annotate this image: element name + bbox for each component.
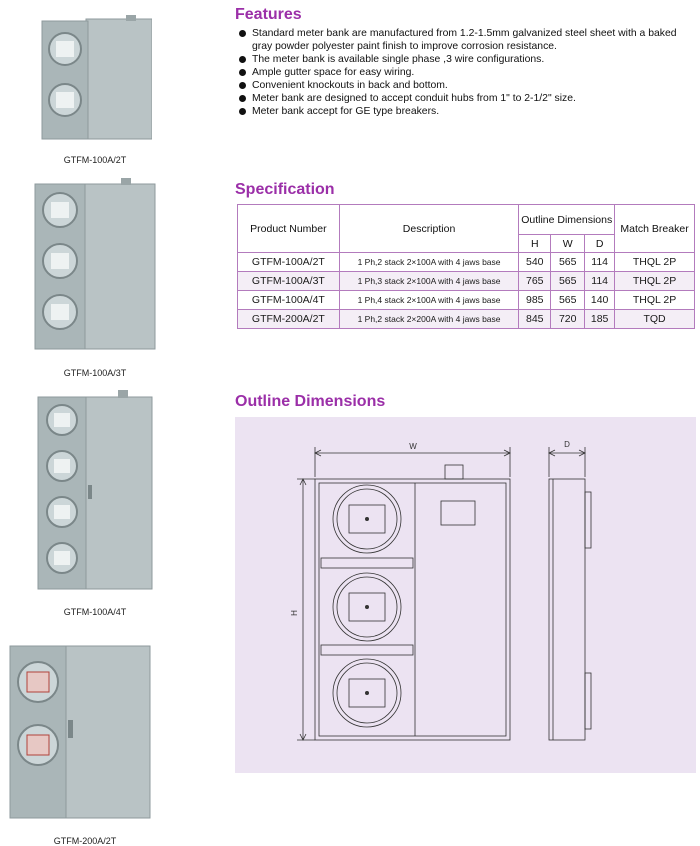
specification-title: Specification	[235, 181, 335, 198]
cell-d: 114	[585, 272, 615, 291]
outline-title: Outline Dimensions	[235, 393, 386, 410]
cell-breaker: THQL 2P	[615, 253, 695, 272]
h-dimension-label: H	[290, 610, 299, 616]
outline-drawing	[235, 417, 696, 773]
product-image-gtfm-100a-2t	[40, 15, 152, 140]
cell-h: 765	[519, 272, 551, 291]
feature-item: Ample gutter space for easy wiring.	[238, 66, 698, 79]
header-d: D	[585, 235, 615, 253]
cell-description: 1 Ph,3 stack 2×100A with 4 jaws base	[339, 272, 519, 291]
cell-product: GTFM-200A/2T	[238, 310, 340, 329]
cell-description: 1 Ph,4 stack 2×100A with 4 jaws base	[339, 291, 519, 310]
cell-h: 540	[519, 253, 551, 272]
cell-d: 185	[585, 310, 615, 329]
table-row	[238, 253, 695, 272]
features-list	[238, 27, 698, 118]
table-row	[238, 310, 695, 329]
header-outline-dimensions: Outline Dimensions	[519, 205, 615, 235]
cell-w: 565	[551, 272, 585, 291]
product-caption: GTFM-100A/3T	[63, 368, 127, 378]
header-w: W	[551, 235, 585, 253]
features-title: Features	[235, 6, 302, 23]
feature-item: Standard meter bank are manufactured from 1.2-1.5mm galvanized steel sheet with a baked gray powder polyester paint finish to improve corrosion resistance.	[238, 27, 698, 53]
feature-item: Convenient knockouts in back and bottom.	[238, 79, 698, 92]
cell-breaker: TQD	[615, 310, 695, 329]
feature-item: Meter bank accept for GE type breakers.	[238, 105, 698, 118]
cell-h: 985	[519, 291, 551, 310]
product-caption: GTFM-100A/2T	[63, 155, 127, 165]
feature-item: The meter bank is available single phase ,3 wire configurations.	[238, 53, 698, 66]
product-image-gtfm-100a-4t	[36, 390, 154, 590]
w-dimension-label: W	[409, 442, 417, 451]
table-row	[238, 272, 695, 291]
specification-table	[237, 204, 695, 329]
product-caption: GTFM-200A/2T	[53, 836, 117, 846]
product-image-gtfm-100a-3t	[33, 178, 158, 350]
cell-product: GTFM-100A/3T	[238, 272, 340, 291]
cell-w: 720	[551, 310, 585, 329]
header-description: Description	[339, 205, 519, 253]
cell-breaker: THQL 2P	[615, 272, 695, 291]
cell-description: 1 Ph,2 stack 2×100A with 4 jaws base	[339, 253, 519, 272]
outline-drawing-panel	[235, 417, 696, 773]
feature-item: Meter bank are designed to accept conduit hubs from 1" to 2-1/2" size.	[238, 92, 698, 105]
product-image-gtfm-200a-2t	[8, 640, 152, 820]
cell-product: GTFM-100A/4T	[238, 291, 340, 310]
cell-product: GTFM-100A/2T	[238, 253, 340, 272]
cell-d: 114	[585, 253, 615, 272]
cell-h: 845	[519, 310, 551, 329]
cell-d: 140	[585, 291, 615, 310]
product-caption: GTFM-100A/4T	[63, 607, 127, 617]
cell-w: 565	[551, 253, 585, 272]
cell-description: 1 Ph,2 stack 2×200A with 4 jaws base	[339, 310, 519, 329]
table-row	[238, 291, 695, 310]
header-product-number: Product Number	[238, 205, 340, 253]
header-match-breaker: Match Breaker	[615, 205, 695, 253]
cell-breaker: THQL 2P	[615, 291, 695, 310]
header-h: H	[519, 235, 551, 253]
d-dimension-label: D	[564, 440, 570, 449]
cell-w: 565	[551, 291, 585, 310]
